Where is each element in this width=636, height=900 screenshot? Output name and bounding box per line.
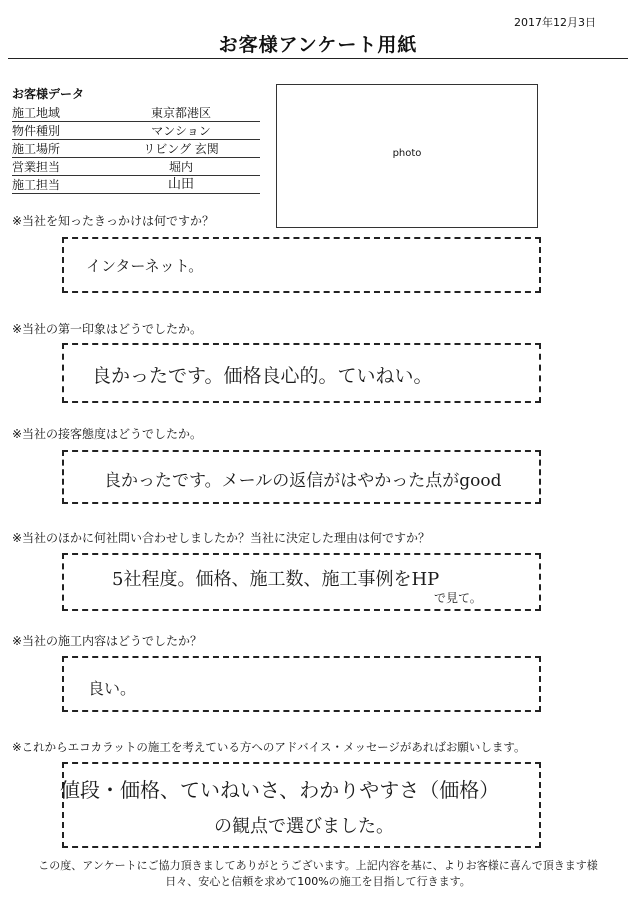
- answer-3-line-1: 良かったです。メールの返信がはやかった点がgood: [104, 471, 502, 491]
- question-1: ※当社を知ったきっかけは何ですか？: [12, 214, 215, 228]
- answer-box-2: [62, 343, 541, 403]
- answer-box-5: [62, 656, 541, 712]
- question-5: ※当社の施工内容はどうでしたか？: [12, 634, 203, 648]
- answer-6-line-2: の観点で選びました。: [214, 816, 394, 837]
- customer-value-handwritten: 山田: [167, 177, 194, 192]
- customer-key: 施工場所: [12, 142, 61, 156]
- customer-value: 堀内: [168, 160, 193, 174]
- answer-6-line-1: 値段・価格、ていねいさ、わかりやすさ（価格）: [60, 778, 500, 802]
- answer-box-6: [62, 762, 541, 848]
- photo-placeholder: [276, 84, 538, 228]
- customer-row-sales-rep: [12, 158, 260, 176]
- customer-row-area: [12, 104, 260, 122]
- customer-key: 営業担当: [12, 160, 61, 174]
- customer-value: リビング 玄関: [143, 142, 219, 156]
- answer-4-line-2: で見て。: [434, 591, 482, 605]
- customer-value: マンション: [151, 124, 211, 138]
- answer-2-line-1: 良かったです。価格良心的。ていねい。: [92, 365, 433, 387]
- answer-box-3: [62, 450, 541, 504]
- page-title: お客様アンケート用紙: [218, 34, 418, 56]
- footer-line-2: 日々、安心と信頼を求めて100%の施工を目指して行きます。: [165, 875, 471, 888]
- customer-row-property-type: [12, 122, 260, 140]
- photo-label: photo: [392, 148, 422, 159]
- answer-1-line-1: インターネット。: [86, 257, 204, 275]
- customer-row-installer: [12, 176, 260, 194]
- customer-key: 施工担当: [12, 178, 61, 192]
- customer-key: 物件種別: [12, 124, 61, 138]
- question-3: ※当社の接客態度はどうでしたか。: [12, 427, 203, 441]
- customer-value: 東京都港区: [150, 106, 211, 120]
- question-2: ※当社の第一印象はどうでしたか。: [12, 322, 203, 336]
- answer-5-line-1: 良い。: [88, 679, 137, 698]
- customer-section-label: お客様データ: [12, 87, 85, 101]
- question-4: ※当社のほかに何社問い合わせしましたか？当社に決定した理由は何ですか？: [12, 531, 431, 545]
- customer-data-table: [12, 104, 260, 194]
- customer-key: 施工地域: [12, 106, 61, 120]
- answer-box-4: [62, 553, 541, 611]
- survey-date: 2017年12月3日: [514, 16, 596, 29]
- title-divider: [8, 58, 628, 59]
- question-6: ※これからエコカラットの施工を考えている方へのアドバイス・メッセージがあればお願いします。: [12, 740, 526, 754]
- footer-line-1: この度、アンケートにご協力頂きましてありがとうございます。上記内容を基に、よりお客様に喜んで頂きます様: [38, 859, 598, 872]
- answer-box-1: [62, 237, 541, 293]
- answer-4-line-1: 5社程度。価格、施工数、施工事例をHP: [112, 569, 440, 590]
- customer-row-location: [12, 140, 260, 158]
